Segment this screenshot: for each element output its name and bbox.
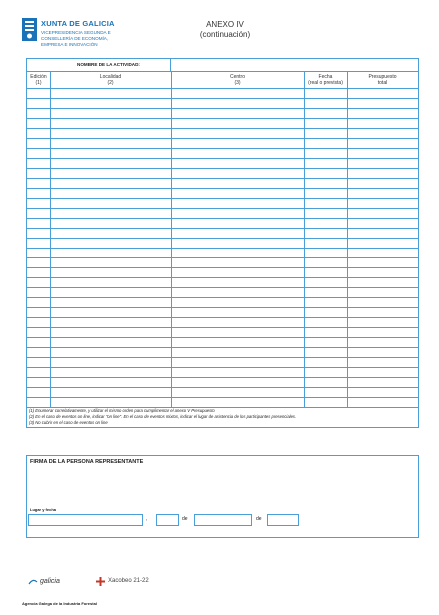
col-header-note: (1) bbox=[35, 80, 42, 86]
xacobeo-wordmark: Xacobeo 21-22 bbox=[108, 578, 149, 584]
signature-box bbox=[26, 455, 419, 538]
table-row-line bbox=[27, 307, 418, 308]
annex-heading bbox=[185, 20, 265, 40]
comma-separator: , bbox=[146, 516, 148, 522]
table-row-line bbox=[27, 248, 418, 249]
annex-title: ANEXO IV bbox=[206, 20, 244, 29]
galicia-logo bbox=[28, 575, 60, 587]
place-date-label: Lugar y fecha bbox=[30, 507, 57, 512]
footnote: (2) En el caso de eventos on line, indicar "on line". En el caso de eventos mixtos, indicar el lugar de asistencia de los participantes presenciales. bbox=[29, 414, 297, 419]
table-row-line bbox=[27, 188, 418, 189]
table-row-line bbox=[27, 367, 418, 368]
day-field[interactable] bbox=[156, 514, 179, 526]
col-header-label: Presupuesto bbox=[368, 74, 397, 80]
table-row-line bbox=[27, 228, 418, 229]
col-header-note: (real o prevista) bbox=[308, 80, 343, 86]
table-row-line bbox=[27, 108, 418, 109]
table-row-line bbox=[27, 148, 418, 149]
table-row-line bbox=[27, 88, 418, 89]
table-row-line bbox=[27, 327, 418, 328]
footnote: (3) No cubrir en el caso de eventos on line bbox=[29, 420, 108, 425]
table-row-line bbox=[27, 297, 418, 298]
xacobeo-cross-icon bbox=[96, 577, 105, 586]
table-row-line bbox=[27, 218, 418, 219]
table-row-line bbox=[27, 257, 418, 258]
table-row-line bbox=[27, 138, 418, 139]
table-row-line bbox=[27, 347, 418, 348]
col-header-label: Fecha bbox=[318, 74, 333, 80]
table-row-line bbox=[27, 158, 418, 159]
table-row-line bbox=[27, 118, 418, 119]
col-header-label: Localidad bbox=[99, 74, 122, 80]
table-row-line bbox=[27, 178, 418, 179]
de-separator: de bbox=[182, 516, 188, 522]
activity-name-row bbox=[27, 59, 418, 72]
xacobeo-logo bbox=[96, 576, 149, 586]
org-subtitle bbox=[41, 30, 111, 48]
col-header-label: Edición bbox=[30, 74, 47, 80]
year-field[interactable] bbox=[267, 514, 299, 526]
xunta-logo bbox=[22, 18, 142, 58]
col-header-note: (3) bbox=[234, 80, 241, 86]
annex-subtitle: (continuación) bbox=[199, 30, 251, 39]
col-header-localidad bbox=[50, 74, 171, 86]
col-header-presupuesto bbox=[347, 74, 418, 86]
table-row-line bbox=[27, 317, 418, 318]
table-row-line bbox=[27, 238, 418, 239]
table-row-line bbox=[27, 208, 418, 209]
table-row-line bbox=[27, 337, 418, 338]
table-row-line bbox=[27, 287, 418, 288]
table-row-line bbox=[27, 377, 418, 378]
place-field[interactable] bbox=[28, 514, 143, 526]
table-row-line bbox=[27, 198, 418, 199]
org-sub-line: CONSELLERÍA DE ECONOMÍA, bbox=[41, 36, 109, 41]
table-row-line bbox=[27, 168, 418, 169]
galicia-swoosh-icon bbox=[28, 576, 38, 586]
col-header-edicion bbox=[27, 74, 50, 86]
footnotes bbox=[29, 408, 417, 426]
activity-table bbox=[26, 58, 419, 428]
agency-name: Agencia Galega de la Industria Forestal bbox=[22, 601, 97, 606]
org-sub-line: EMPRESA E INNOVACIÓN bbox=[41, 42, 98, 47]
month-field[interactable] bbox=[194, 514, 252, 526]
activity-grid bbox=[27, 72, 418, 408]
table-row-line bbox=[27, 277, 418, 278]
table-row-line bbox=[27, 98, 418, 99]
col-header-centro bbox=[171, 74, 304, 86]
col-header-fecha bbox=[304, 74, 347, 86]
table-row-line bbox=[27, 128, 418, 129]
col-header-label: Centro bbox=[229, 74, 245, 80]
table-row-line bbox=[27, 267, 418, 268]
table-row-line bbox=[27, 397, 418, 398]
col-header-note: total bbox=[377, 80, 388, 86]
de-separator: de bbox=[256, 516, 262, 522]
col-header-note: (2) bbox=[107, 80, 114, 86]
activity-name-label: NOMBRE DE LA ACTIVIDAD: bbox=[27, 59, 171, 71]
table-row-line bbox=[27, 387, 418, 388]
footnote: (1) Enumerar correlativamente, y utilizar el mismo orden para cumplimentar el anexo V Presupuesto bbox=[29, 408, 215, 413]
table-row-line bbox=[27, 357, 418, 358]
org-title: XUNTA DE GALICIA bbox=[41, 19, 115, 28]
org-sub-line: VICEPRESIDENCIA SEGUNDA E bbox=[41, 30, 111, 35]
xunta-shield-icon bbox=[22, 18, 37, 41]
galicia-wordmark: galicia bbox=[40, 577, 60, 585]
signature-title: FIRMA DE LA PERSONA REPRESENTANTE bbox=[30, 459, 144, 465]
